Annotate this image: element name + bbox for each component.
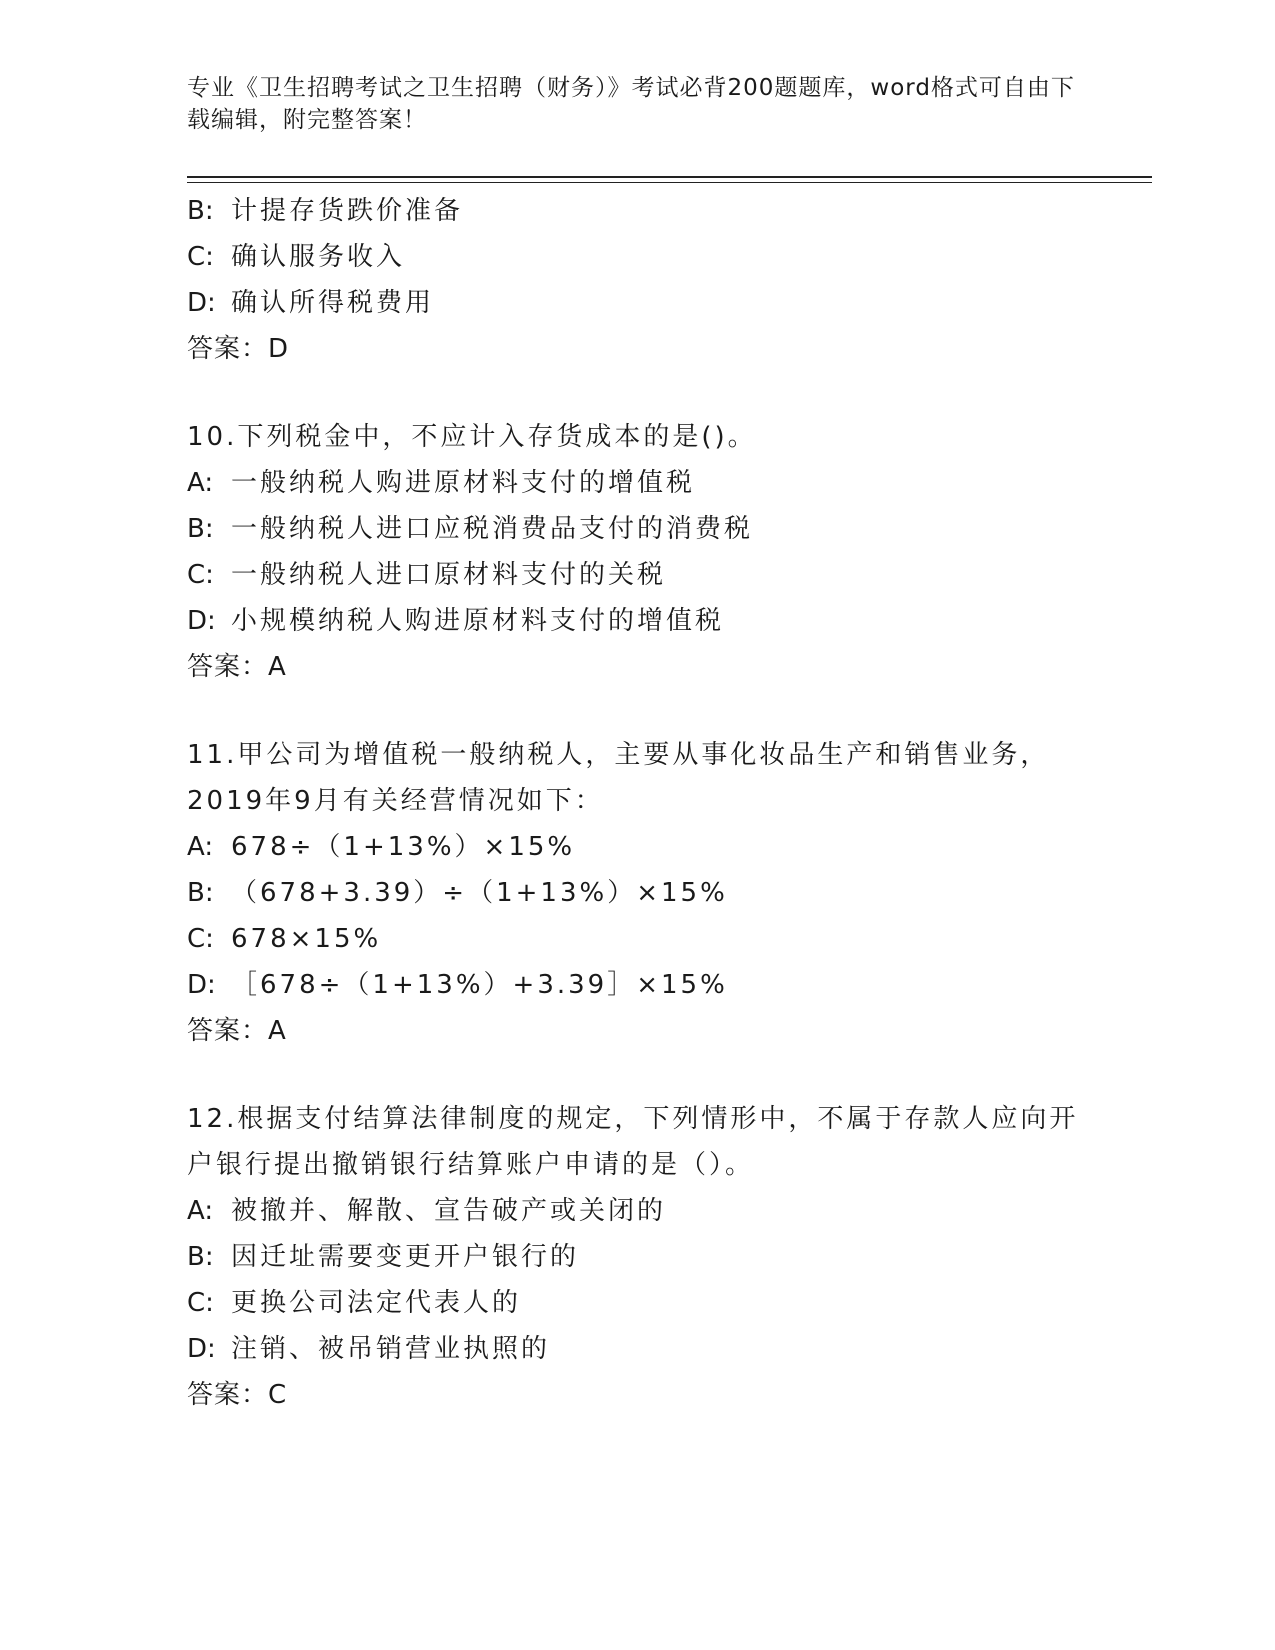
answer-text: 答案：C: [187, 1380, 288, 1410]
question-12-text-line1: 12.根据支付结算法律制度的规定，下列情形中，不属于存款人应向开: [187, 1104, 1079, 1134]
option-d: D: 小规模纳税人购进原材料支付的增值税: [187, 606, 725, 636]
option-c: C: 更换公司法定代表人的: [187, 1288, 522, 1318]
option-b: B: 一般纳税人进口应税消费品支付的消费税: [187, 514, 754, 544]
option-d: D: ［678÷（1+13%）+3.39］×15%: [187, 970, 728, 1000]
option-b: B: 因迁址需要变更开户银行的: [187, 1242, 580, 1272]
option-a: A: 一般纳税人购进原材料支付的增值税: [187, 468, 696, 498]
option-c: C: 678×15%: [187, 924, 382, 954]
question-12-text-line2: 户银行提出撤销银行结算账户申请的是（）。: [187, 1150, 755, 1180]
option-c: C: 一般纳税人进口原材料支付的关税: [187, 560, 667, 590]
option-d: D: 注销、被吊销营业执照的: [187, 1334, 551, 1364]
option-c: C: 确认服务收入: [187, 242, 406, 272]
answer-text: 答案：D: [187, 334, 290, 364]
answer-text: 答案：A: [187, 652, 287, 682]
option-d: D: 确认所得税费用: [187, 288, 435, 318]
question-11-text-line2: 2019年9月有关经营情况如下：: [187, 786, 604, 816]
header-divider-thick: [187, 176, 1152, 178]
answer-text: 答案：A: [187, 1016, 287, 1046]
header-divider-thin: [187, 182, 1152, 183]
question-content: [187, 188, 1117, 1418]
document-header: 专业《卫生招聘考试之卫生招聘（财务）》考试必背200题题库，word格式可自由下载编辑，附完整答案！: [187, 75, 1075, 133]
option-a: A: 678÷（1+13%）×15%: [187, 832, 576, 862]
option-b: B: （678+3.39）÷（1+13%）×15%: [187, 878, 728, 908]
option-b: B: 计提存货跌价准备: [187, 196, 464, 226]
question-10-text: 10.下列税金中，不应计入存货成本的是()。: [187, 422, 757, 452]
question-11-text-line1: 11.甲公司为增值税一般纳税人，主要从事化妆品生产和销售业务，: [187, 740, 1050, 770]
option-a: A: 被撤并、解散、宣告破产或关闭的: [187, 1196, 667, 1226]
